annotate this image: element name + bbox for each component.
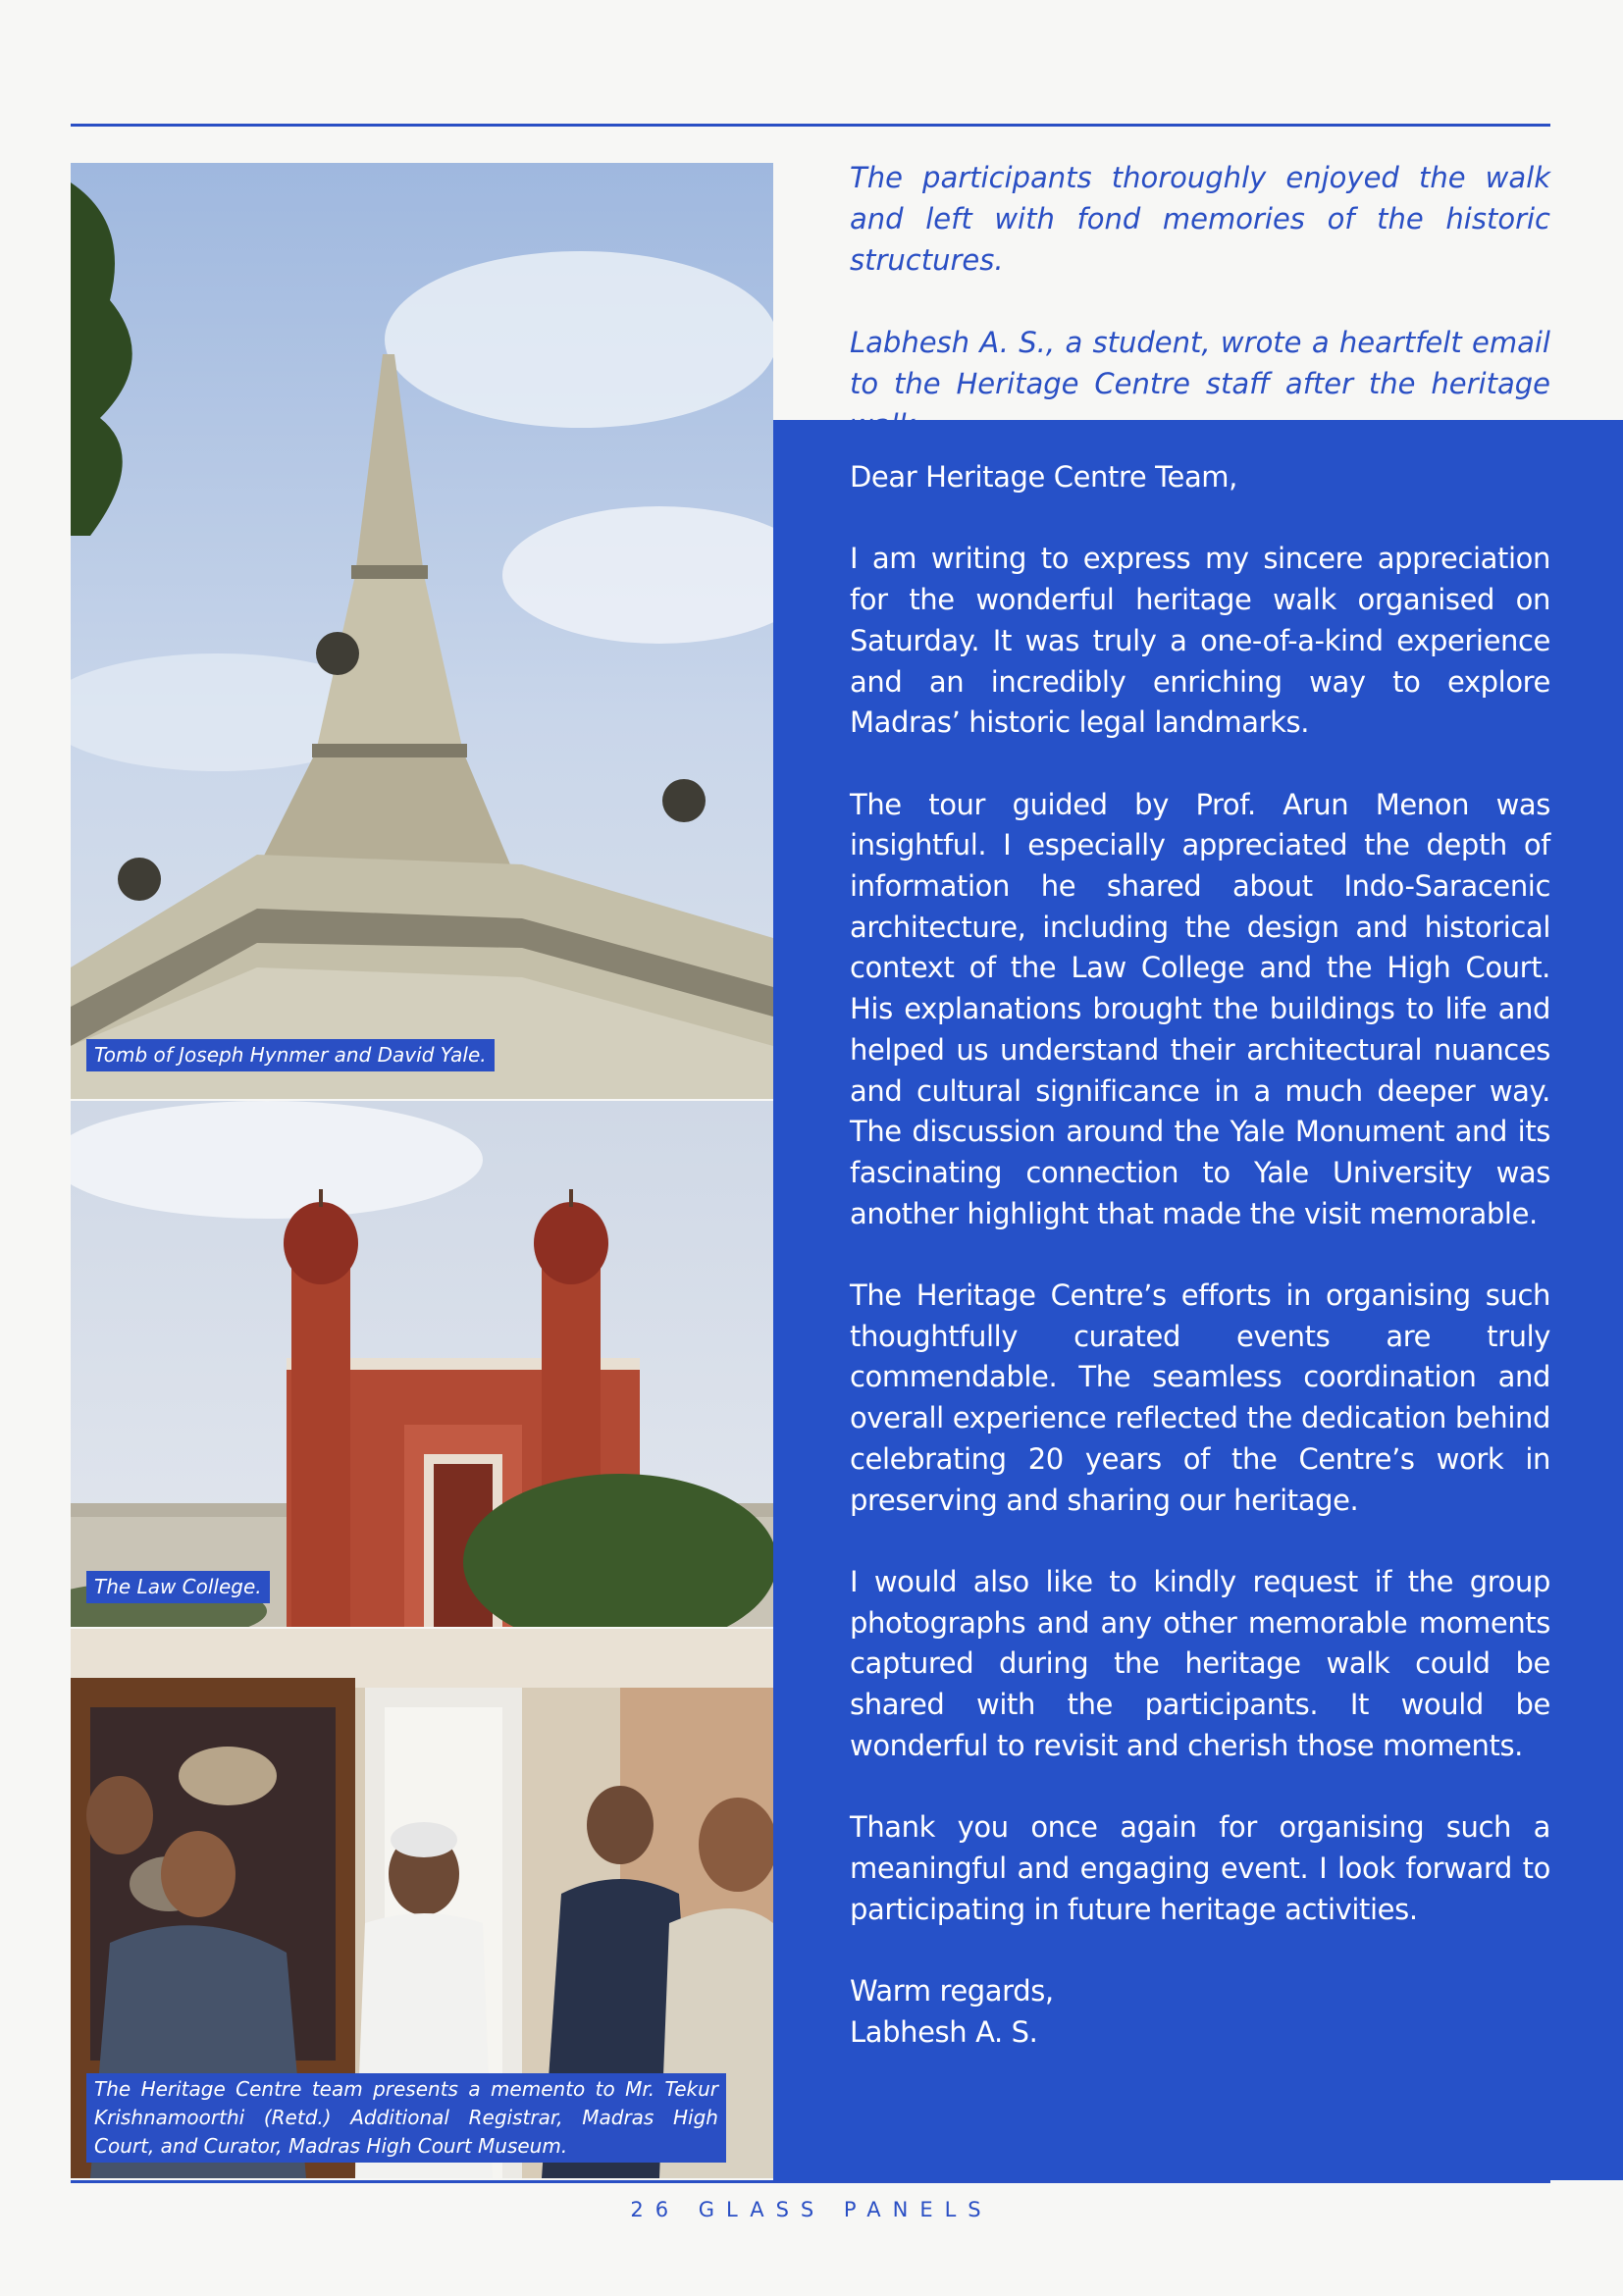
intro-line-1: The participants thoroughly enjoyed the walk and left with fond memories of the historic structures. xyxy=(850,161,1550,277)
photo-caption-tomb: Tomb of Joseph Hynmer and David Yale. xyxy=(86,1039,495,1071)
letter-paragraph: I would also like to kindly request if the group photographs and any other memorable moments captured during the heritage walk could be shared with the participants. It would be wonderful to revisit and cherish those moments. xyxy=(850,1564,1550,1762)
photo-law-college xyxy=(71,1101,773,1627)
photo-caption-memento: The Heritage Centre team presents a memento to Mr. Tekur Krishnamoorthi (Retd.) Additional Registrar, Madras High Court, and Curator, Madras High Court Museum. xyxy=(86,2073,726,2163)
photo-caption-law-college: The Law College. xyxy=(86,1571,270,1603)
letter-signature: Labhesh A. S. xyxy=(850,2014,1038,2049)
letter-paragraph: I am writing to express my sincere appreciation for the wonderful heritage walk organised on Saturday. It was truly a one-of-a-kind experience and an incredibly enriching way to explore Madras’ historic legal landmarks. xyxy=(850,542,1550,740)
law-college-illustration xyxy=(71,1101,773,1627)
letter-paragraph: The Heritage Centre’s efforts in organising such thoughtfully curated events are truly commendable. The seamless coordination and overall experience reflected the dedication behind celebrating 20 years of the Centre’s work in preserving and sharing our heritage. xyxy=(850,1278,1550,1517)
letter-body xyxy=(850,457,1550,2053)
page-footer: 26 GLASS PANELS xyxy=(630,2198,993,2221)
letter-greeting: Dear Heritage Centre Team, xyxy=(850,460,1237,494)
letter-paragraph: The tour guided by Prof. Arun Menon was insightful. I especially appreciated the depth of information he shared about Indo-Saracenic architecture, including the design and historical context of the Law College and the High Court. His explanations brought the buildings to life and helped us understand their architectural nuances and cultural significance in a much deeper way. The discussion around the Yale Monument and its fascinating connection to Yale University was another highlight that made the visit memorable. xyxy=(850,787,1550,1230)
bottom-rule xyxy=(71,2180,1550,2183)
intro-line-2: Labhesh A. S., a student, wrote a heartfelt email to the Heritage Centre staff after the heritage xyxy=(850,326,1550,400)
letter-closing: Warm regards, xyxy=(850,1973,1054,2008)
photo-memento xyxy=(71,1629,773,2178)
letter-paragraph: Thank you once again for organising such a meaningful and engaging event. I look forward to participating in future heritage activities. xyxy=(850,1810,1550,1926)
top-rule xyxy=(71,124,1550,127)
tomb-illustration xyxy=(71,163,773,1099)
photo-tomb xyxy=(71,163,773,1099)
